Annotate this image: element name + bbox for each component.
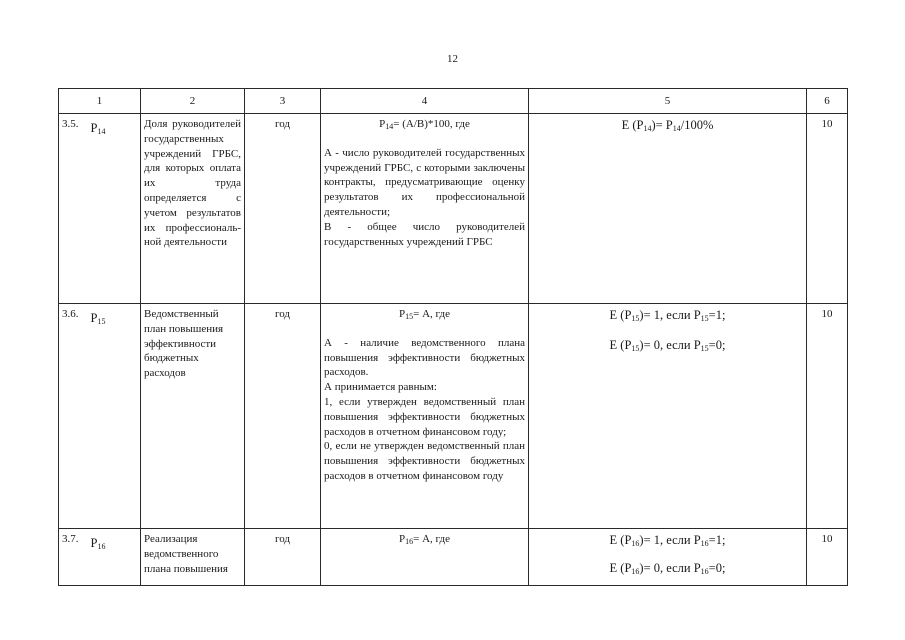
formula-desc: В - общее число руководителей государственных учреждений ГРБС: [324, 220, 525, 248]
header-cell: 5: [529, 89, 807, 114]
row-number: 3.7.: [62, 533, 79, 545]
formula-desc: А - наличие ведомственного плана повышения эффективности бюджетных расходов.: [324, 336, 525, 379]
page-number: 12: [447, 53, 458, 65]
period-cell: год: [245, 529, 321, 586]
row-number: 3.5.: [62, 118, 79, 130]
evaluation-cell: [529, 114, 807, 304]
formula-desc: 0, если не утвержден ведомственный план повышения эффективности бюджетных расходов в отчетном финансовом году: [324, 440, 525, 482]
formula-desc: 1, если утвержден ведомственный план повышения эффективности бюджетных расходов в отчетном финансовом году;: [324, 395, 525, 438]
evaluation-formula: E $(P_{16})= 0$, если $P_{16}=0$;: [609, 561, 726, 576]
formula-desc: А - число руководителей государственных учреждений ГРБС, с которыми заключены контракты, предусматривающие оценку результатов их профессиональной деятельности;: [324, 146, 525, 218]
score-cell: 10: [807, 529, 848, 586]
period-cell: год: [245, 114, 321, 304]
evaluation-formula: E $(P_{16})= 1$, если $P_{16}=1$;: [609, 533, 726, 548]
period-cell: год: [245, 304, 321, 529]
header-cell: 2: [141, 89, 245, 114]
header-cell: 3: [245, 89, 321, 114]
evaluation-formula: E $(P_{15})= 1$, если $P_{15}=1$;: [609, 308, 726, 323]
formula-cell: [321, 529, 529, 586]
formula: $P_{16}= А$, где: [399, 533, 450, 546]
indicator-code: $P_{16}$: [90, 536, 106, 551]
indicator-name: Доля руководителей государственных учреждений ГРБС, для которых оплата их труда определяется с учетом результатов их профессиональ-ной деятельности: [141, 114, 245, 304]
row-number-cell: [59, 529, 141, 586]
formula-cell: [321, 304, 529, 529]
indicator-code: $P_{15}$: [90, 311, 106, 326]
score-cell: 10: [807, 304, 848, 529]
header-cell: 1: [59, 89, 141, 114]
row-number: 3.6.: [62, 308, 79, 320]
score-cell: 10: [807, 114, 848, 304]
table-header-row: [59, 89, 848, 114]
indicator-name: Ведомственный план повышения эффективности бюджетных расходов: [141, 304, 245, 529]
formula-cell: [321, 114, 529, 304]
table-row: [59, 304, 848, 529]
indicator-code: $P_{14}$: [90, 121, 106, 136]
formula-desc: А принимается равным:: [324, 381, 437, 394]
row-number-cell: [59, 114, 141, 304]
table-row: [59, 114, 848, 304]
table-row: [59, 529, 848, 586]
evaluation-cell: [529, 529, 807, 586]
evaluation-formula: E $(P_{15})= 0$, если $P_{15}=0$;: [609, 338, 726, 353]
formula: $P_{15}= А$, где: [399, 308, 450, 321]
indicators-table: [58, 88, 848, 586]
evaluation-formula: E $(P_{14})= P_{14}/100\%$: [621, 118, 714, 133]
evaluation-cell: [529, 304, 807, 529]
row-number-cell: [59, 304, 141, 529]
header-cell: 6: [807, 89, 848, 114]
formula: $P_{14}= (А/В)*100$, где: [379, 118, 470, 131]
header-cell: 4: [321, 89, 529, 114]
indicator-name: Реализация ведомственного плана повышения: [141, 529, 245, 586]
